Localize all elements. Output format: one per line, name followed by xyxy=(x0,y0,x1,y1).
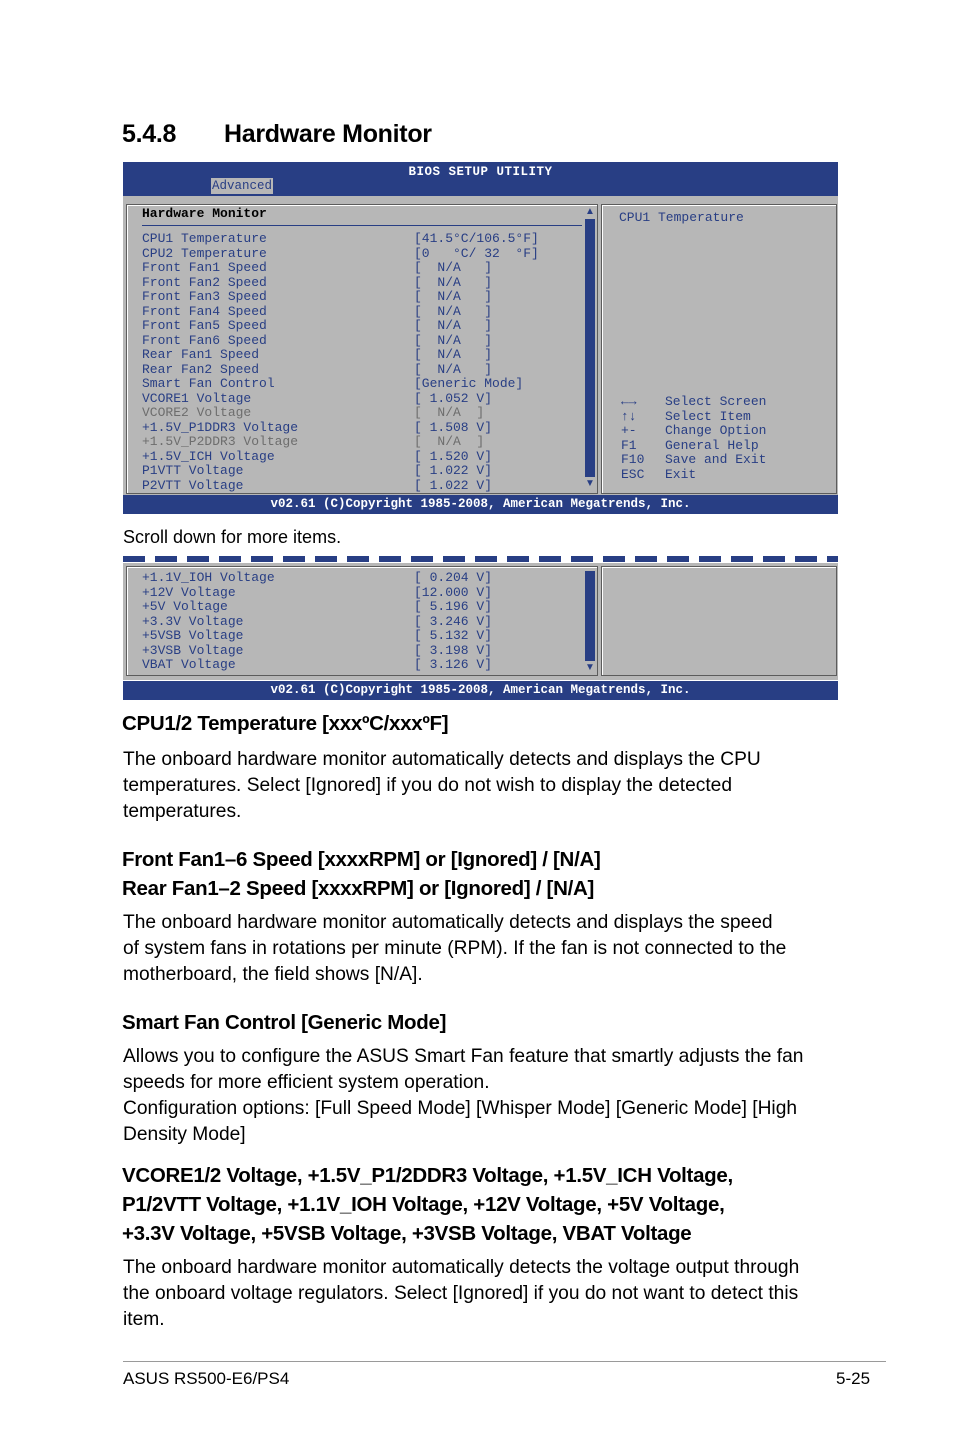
bios-setting-row[interactable] xyxy=(142,274,493,291)
settings-panel-continued xyxy=(126,566,598,676)
page-number: 5-25 xyxy=(836,1369,871,1388)
smart-fan-heading: Smart Fan Control [Generic Mode] xyxy=(122,1011,447,1034)
setting-value: [ 0.204 V] xyxy=(414,570,493,585)
setting-value: [ N/A ] xyxy=(414,332,493,348)
bios-setting-row[interactable] xyxy=(142,347,493,363)
setting-label: Front Fan3 Speed xyxy=(142,289,267,304)
setting-value: [ 1.022 V] xyxy=(414,477,493,493)
setting-value: [0 °C/ 32 °F] xyxy=(414,245,539,261)
key-name: ←→ xyxy=(621,394,637,409)
footer-rule xyxy=(123,1361,886,1362)
setting-label: Rear Fan2 Speed xyxy=(142,361,260,377)
setting-label: +5V Voltage xyxy=(142,599,228,614)
tab-advanced[interactable]: Advanced xyxy=(212,179,273,193)
scroll-down-icon[interactable]: ▼ xyxy=(585,478,595,489)
voltage-text xyxy=(123,1255,833,1333)
setting-value: [ 3.126 V] xyxy=(414,657,493,672)
settings-panel xyxy=(126,204,598,494)
fan-text xyxy=(123,910,833,988)
setting-value: [12.000 V] xyxy=(414,584,493,600)
bios-setting-row[interactable] xyxy=(142,657,493,673)
bios-main-screen xyxy=(123,196,838,496)
text-line: temperatures. xyxy=(123,801,242,822)
key-legend-row xyxy=(621,394,767,410)
heading-line: Rear Fan1–2 Speed [xxxxRPM] or [Ignored] / [N/A] xyxy=(122,877,595,900)
setting-label: VCORE1 Voltage xyxy=(142,390,252,406)
bios-scrolled-screen xyxy=(123,563,838,680)
bios-setting-row[interactable] xyxy=(142,613,493,630)
key-description: Change Option xyxy=(665,423,767,438)
voltage-heading xyxy=(122,1161,733,1248)
bios-setting-row[interactable] xyxy=(142,318,493,334)
bios-footer: v02.61 (C)Copyright 1985-2008, American Megatrends, Inc. xyxy=(123,495,838,514)
key-legend-row xyxy=(621,408,751,425)
setting-label: Front Fan1 Speed xyxy=(142,260,267,275)
cpu-heading: CPU1/2 Temperature [xxxºC/xxxºF] xyxy=(122,712,449,735)
key-description: Exit xyxy=(665,466,697,482)
setting-value: [ N/A ] xyxy=(414,361,493,377)
bios-setting-row[interactable] xyxy=(142,231,539,247)
setting-value: [ N/A ] xyxy=(414,303,493,319)
setting-value: [ 5.196 V] xyxy=(414,599,493,614)
key-name: ↑↓ xyxy=(621,408,637,424)
setting-label: CPU1 Temperature xyxy=(142,231,267,246)
bios-setting-row[interactable] xyxy=(142,390,493,407)
setting-label: +1.1V_IOH Voltage xyxy=(142,570,275,585)
text-line: The onboard hardware monitor automatically detects the voltage output through xyxy=(123,1257,800,1278)
setting-value: [ N/A ] xyxy=(414,260,493,275)
scroll-thumb-continued[interactable] xyxy=(585,571,595,661)
key-name: ESC xyxy=(621,466,645,482)
help-panel xyxy=(601,204,837,494)
text-line: the onboard voltage regulators. Select [Ignored] if you do not want to detect this xyxy=(123,1283,799,1304)
panel-title-rule xyxy=(142,225,582,226)
setting-value: [ N/A ] xyxy=(414,274,493,290)
bios-setting-row[interactable] xyxy=(142,584,493,601)
setting-label: VBAT Voltage xyxy=(142,657,236,672)
bios-setting-row[interactable] xyxy=(142,260,493,276)
bios-header xyxy=(123,162,838,196)
heading-line: VCORE1/2 Voltage, +1.5V_P1/2DDR3 Voltage, +1.5V_ICH Voltage, xyxy=(122,1164,733,1187)
text-line: The onboard hardware monitor automatically detects and displays the speed xyxy=(123,912,773,933)
help-title: CPU1 Temperature xyxy=(619,210,744,225)
help-panel-continued xyxy=(601,566,837,676)
text-line: Configuration options: [Full Speed Mode] [Whisper Mode] [Generic Mode] [High xyxy=(123,1098,798,1119)
bios-footer-continued: v02.61 (C)Copyright 1985-2008, American Megatrends, Inc. xyxy=(123,681,838,700)
setting-label: Smart Fan Control xyxy=(142,376,275,391)
scrollbar-continued[interactable] xyxy=(585,571,595,673)
setting-value: [ 1.520 V] xyxy=(414,448,493,464)
setting-value: [ 1.508 V] xyxy=(414,419,493,435)
key-legend-row xyxy=(621,423,767,439)
setting-label: Rear Fan1 Speed xyxy=(142,347,260,362)
bios-setting-row[interactable] xyxy=(142,361,493,378)
key-legend xyxy=(621,394,767,482)
settings-list-continued xyxy=(142,570,493,673)
bios-setting-row[interactable] xyxy=(142,376,524,392)
scroll-up-icon[interactable]: ▲ xyxy=(585,206,595,217)
setting-value: [ 5.132 V] xyxy=(414,628,493,643)
key-name: F10 xyxy=(621,452,645,467)
setting-value: [41.5°C/106.5°F] xyxy=(414,231,539,246)
setting-label: +1.5V_ICH Voltage xyxy=(142,448,275,464)
bios-setting-row[interactable] xyxy=(142,599,493,615)
setting-label: +12V Voltage xyxy=(142,584,236,600)
bios-setting-row[interactable] xyxy=(142,419,493,436)
key-legend-row xyxy=(621,452,767,468)
setting-value: [ N/A ] xyxy=(414,405,485,420)
heading-line: P1/2VTT Voltage, +1.1V_IOH Voltage, +12V Voltage, +5V Voltage, xyxy=(122,1193,725,1216)
key-description: Select Screen xyxy=(665,394,767,409)
setting-label: +3VSB Voltage xyxy=(142,642,244,658)
scroll-note: Scroll down for more items. xyxy=(123,527,342,547)
key-legend-row xyxy=(621,466,697,483)
setting-label: P2VTT Voltage xyxy=(142,477,244,493)
key-name: +- xyxy=(621,423,637,438)
bios-setting-row xyxy=(142,405,485,421)
text-line: of system fans in rotations per minute (RPM). If the fan is not connected to the xyxy=(123,938,787,959)
text-line: Density Mode] xyxy=(123,1124,246,1145)
setting-value: [ N/A ] xyxy=(414,347,493,362)
scroll-down-icon-continued[interactable]: ▼ xyxy=(585,662,595,673)
heading-line: Front Fan1–6 Speed [xxxxRPM] or [Ignored] / [N/A] xyxy=(122,848,601,871)
setting-value: [Generic Mode] xyxy=(414,376,524,391)
fan-heading xyxy=(122,845,601,903)
section-number: 5.4.8 xyxy=(122,120,177,148)
bios-title: BIOS SETUP UTILITY xyxy=(408,165,553,179)
section-title xyxy=(122,120,432,149)
setting-label: +3.3V Voltage xyxy=(142,613,244,629)
smart-fan-text xyxy=(123,1044,833,1148)
text-line: speeds for more efficient system operation. xyxy=(123,1072,490,1093)
setting-label: Front Fan2 Speed xyxy=(142,274,267,290)
scrollbar[interactable] xyxy=(585,207,595,491)
bios-setting-row xyxy=(142,434,485,450)
bios-setting-row[interactable] xyxy=(142,628,493,644)
panel-title: Hardware Monitor xyxy=(142,206,267,221)
text-line: The onboard hardware monitor automatically detects and displays the CPU xyxy=(123,749,761,770)
bios-setting-row[interactable] xyxy=(142,477,493,494)
footer-model: ASUS RS500-E6/PS4 xyxy=(123,1369,290,1388)
dashed-divider xyxy=(123,556,838,562)
heading-line: +3.3V Voltage, +5VSB Voltage, +3VSB Voltage, VBAT Voltage xyxy=(122,1222,692,1245)
key-description: Select Item xyxy=(665,408,751,424)
section-name: Hardware Monitor xyxy=(224,120,432,148)
setting-label: Front Fan5 Speed xyxy=(142,318,267,333)
bios-setting-row[interactable] xyxy=(142,245,539,262)
setting-label: +5VSB Voltage xyxy=(142,628,244,643)
bios-setting-row[interactable] xyxy=(142,448,493,465)
setting-value: [ N/A ] xyxy=(414,289,493,304)
setting-label: VCORE2 Voltage xyxy=(142,405,252,420)
setting-value: [ 1.022 V] xyxy=(414,463,493,478)
bios-setting-row[interactable] xyxy=(142,303,493,320)
setting-value: [ 1.052 V] xyxy=(414,390,493,406)
text-line: temperatures. Select [Ignored] if you do not wish to display the detected xyxy=(123,775,733,796)
key-legend-row xyxy=(621,437,759,454)
text-line: Allows you to configure the ASUS Smart Fan feature that smartly adjusts the fan xyxy=(123,1046,804,1067)
key-description: General Help xyxy=(665,437,759,453)
bios-setting-row[interactable] xyxy=(142,570,493,586)
bios-setting-row[interactable] xyxy=(142,642,493,659)
settings-list xyxy=(142,231,539,493)
bios-setting-row[interactable] xyxy=(142,463,493,479)
setting-value: [ N/A ] xyxy=(414,434,485,449)
setting-label: Front Fan4 Speed xyxy=(142,303,267,319)
scroll-thumb[interactable] xyxy=(585,219,595,477)
key-name: F1 xyxy=(621,437,637,453)
setting-value: [ 3.246 V] xyxy=(414,613,493,629)
bios-setting-row[interactable] xyxy=(142,332,493,349)
setting-label: Front Fan6 Speed xyxy=(142,332,267,348)
text-line: item. xyxy=(123,1309,165,1330)
setting-label: P1VTT Voltage xyxy=(142,463,244,478)
setting-value: [ 3.198 V] xyxy=(414,642,493,658)
setting-label: CPU2 Temperature xyxy=(142,245,267,261)
setting-value: [ N/A ] xyxy=(414,318,493,333)
bios-setting-row[interactable] xyxy=(142,289,493,305)
setting-label: +1.5V_P1DDR3 Voltage xyxy=(142,419,299,435)
cpu-text xyxy=(123,747,833,825)
text-line: motherboard, the field shows [N/A]. xyxy=(123,964,423,985)
setting-label: +1.5V_P2DDR3 Voltage xyxy=(142,434,299,449)
key-description: Save and Exit xyxy=(665,452,767,467)
